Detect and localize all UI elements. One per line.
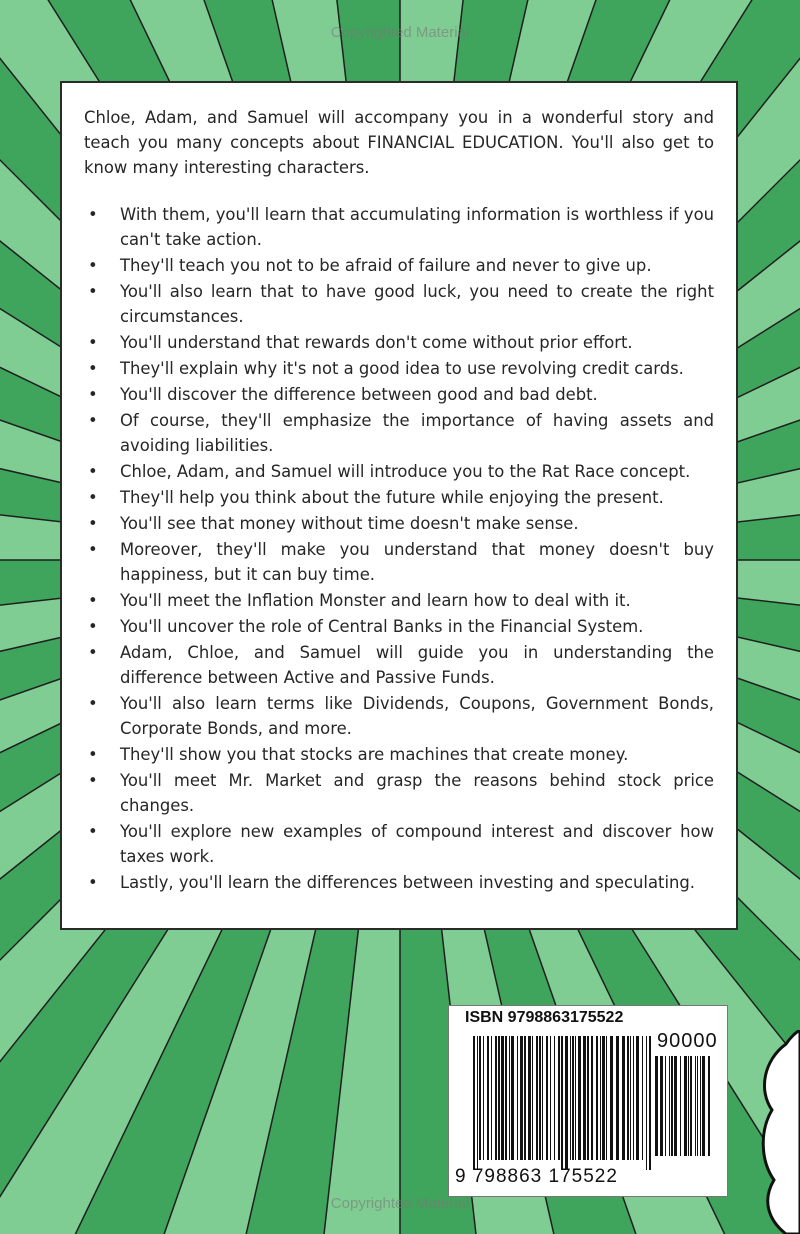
bullet-item: • Moreover, they'll make you understand that money doesn't buy happiness, but it can buy time. [84,537,714,587]
intro-paragraph: Chloe, Adam, and Samuel will accompany you in a wonderful story and teach you many concepts about FINANCIAL EDUCATION. You'll also get to know many interesting characters. [84,108,714,177]
isbn-label: ISBN 9798863175522 [465,1009,624,1026]
isbn-digits: 9 798863 175522 [455,1166,618,1187]
bullet-item: • Adam, Chloe, and Samuel will guide you in understanding the difference between Active and Passive Funds. [84,640,714,690]
bullet-item: • You'll explore new examples of compound interest and discover how taxes work. [84,819,714,869]
bullet-item: • Chloe, Adam, and Samuel will introduce you to the Rat Race concept. [84,459,714,484]
bullet-item: • You'll also learn that to have good luck, you need to create the right circumstances. [84,279,714,329]
bullet-item: • They'll teach you not to be afraid of failure and never to give up. [84,253,714,278]
watermark-bottom: Copyrighted Material [330,1195,470,1212]
bullet-item: • Lastly, you'll learn the differences between investing and speculating. [84,870,714,895]
bullet-item: • You'll understand that rewards don't come without prior effort. [84,330,714,355]
barcode-bars [473,1036,653,1170]
bullet-item: • You'll also learn terms like Dividends, Coupons, Government Bonds, Corporate Bonds, and more. [84,691,714,741]
bullet-item: • They'll show you that stocks are machines that create money. [84,742,714,767]
description-panel [60,81,738,930]
watermark-top: Copyrighted Material [330,24,470,41]
bullet-item: • You'll discover the difference between good and bad debt. [84,382,714,407]
bullet-item: • With them, you'll learn that accumulating information is worthless if you can't take action. [84,202,714,252]
bullet-item: • They'll help you think about the future while enjoying the present. [84,485,714,510]
isbn-barcode-box [448,1005,728,1197]
barcode-addon-bars [655,1056,713,1166]
bullet-item: • You'll see that money without time doesn't make sense. [84,511,714,536]
bullet-item: • Of course, they'll emphasize the importance of having assets and avoiding liabilities. [84,408,714,458]
price-code: 90000 [657,1030,718,1052]
bullet-item: • You'll meet Mr. Market and grasp the reasons behind stock price changes. [84,768,714,818]
feature-bullet-list [84,202,714,895]
bullet-item: • You'll uncover the role of Central Banks in the Financial System. [84,614,714,639]
bullet-item: • You'll meet the Inflation Monster and learn how to deal with it. [84,588,714,613]
bullet-item: • They'll explain why it's not a good idea to use revolving credit cards. [84,356,714,381]
